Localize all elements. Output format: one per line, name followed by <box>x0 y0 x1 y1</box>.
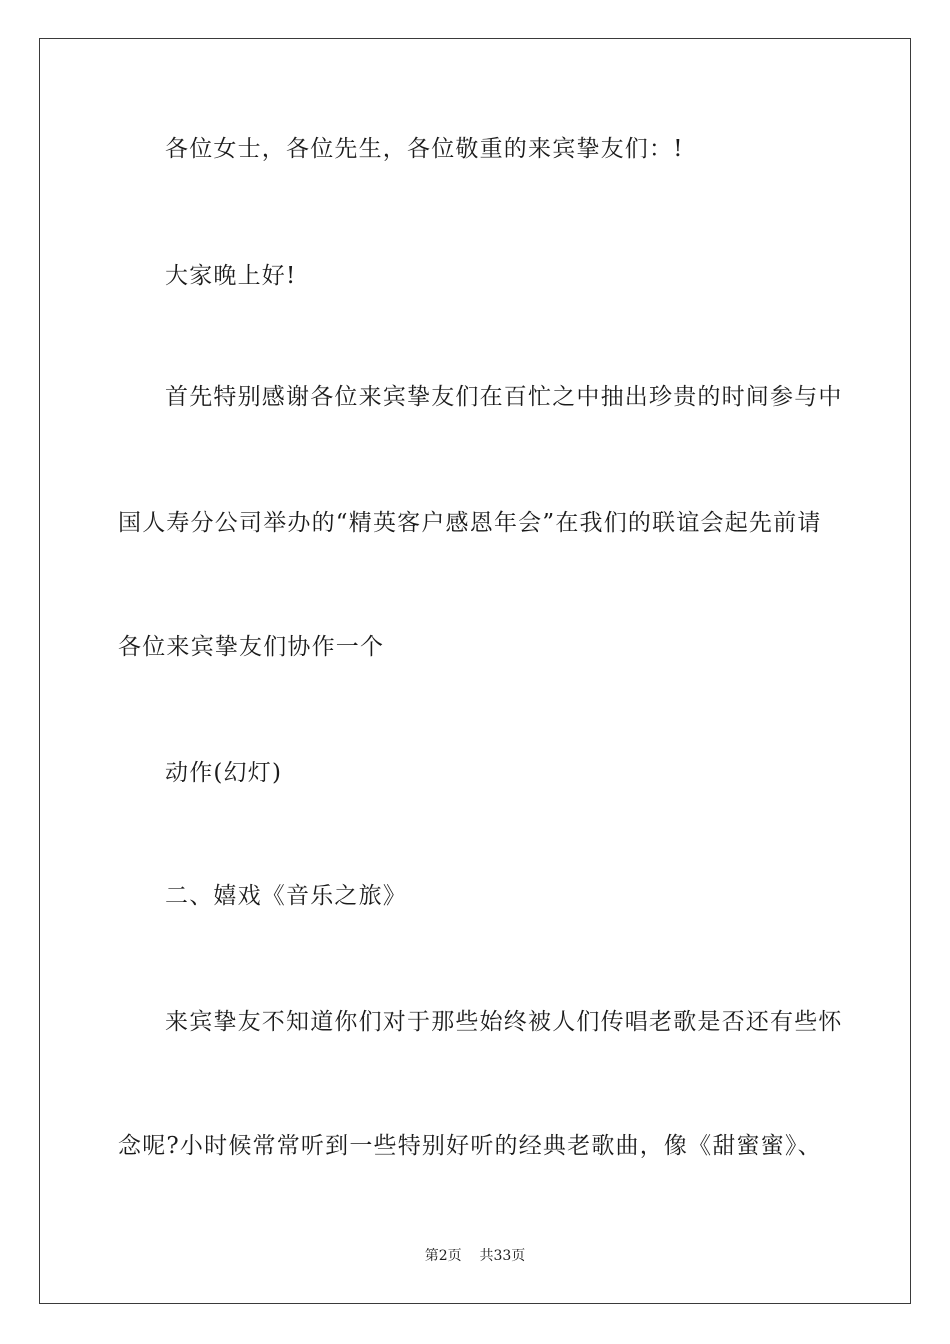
section-heading-game: 二、嬉戏《音乐之旅》 <box>165 883 407 909</box>
paragraph-thanks-line-2: 国人寿分公司举办的“精英客户感恩年会”在我们的联谊会起先前请 <box>118 510 822 536</box>
page-number-footer: 第2页 共33页 <box>424 1248 526 1264</box>
paragraph-thanks-line-1: 首先特别感谢各位来宾挚友们在百忙之中抽出珍贵的时间参与中 <box>165 384 843 410</box>
paragraph-greeting: 各位女士，各位先生，各位敬重的来宾挚友们：! <box>165 136 684 162</box>
paragraph-oldsongs-line-1: 来宾挚友不知道你们对于那些始终被人们传唱老歌是否还有些怀 <box>165 1009 843 1035</box>
paragraph-thanks-line-3: 各位来宾挚友们协作一个 <box>118 634 385 660</box>
paragraph-action: 动作(幻灯) <box>165 760 283 786</box>
paragraph-good-evening: 大家晚上好! <box>165 263 297 289</box>
paragraph-oldsongs-line-2: 念呢?小时候常常听到一些特别好听的经典老歌曲，像《甜蜜蜜》、 <box>118 1133 822 1159</box>
page-border <box>39 38 911 1304</box>
